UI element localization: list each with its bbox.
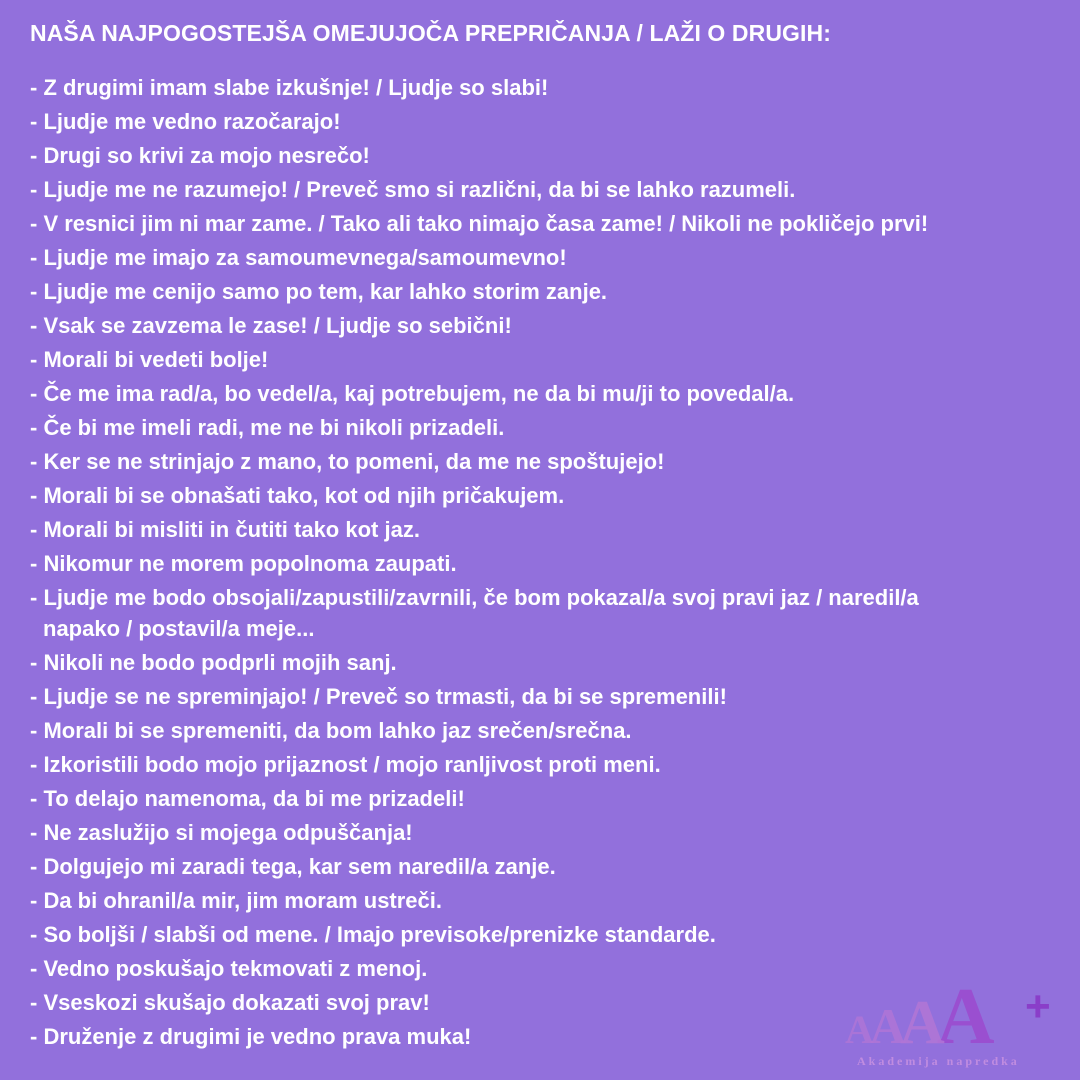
list-item [30, 207, 1060, 241]
list-item [30, 782, 1060, 816]
logo-letter: A [936, 973, 995, 1061]
list-item [30, 680, 1060, 714]
list-item [30, 377, 1060, 411]
list-item-text: - Ker se ne strinjajo z mano, to pomeni, da me ne spoštujejo! [30, 449, 665, 474]
logo-letter: A [845, 1007, 874, 1052]
list-item-text: - Ljudje me imajo za samoumevnega/samoumevno! [30, 245, 567, 270]
list-item [30, 173, 1060, 207]
list-item-text: - Da bi ohranil/a mir, jim moram ustreči. [30, 888, 443, 913]
list-item [30, 71, 1060, 105]
logo [845, 973, 1060, 1075]
list-item [30, 105, 1060, 139]
list-item [30, 275, 1060, 309]
list-item [30, 850, 1060, 884]
list-item-text: - Nikoli ne bodo podprli mojih sanj. [30, 650, 397, 675]
list-item [30, 547, 1060, 581]
list-item-text: - Ljudje me bodo obsojali/zapustili/zavrnili, če bom pokazal/a svoj pravi jaz / naredil/a [30, 585, 919, 610]
logo-letter: A [869, 998, 906, 1054]
list-item [30, 581, 1060, 646]
list-item-continuation: napako / postavil/a meje... [43, 616, 315, 641]
list-item-text: - Vsak se zavzema le zase! / Ljudje so sebični! [30, 313, 512, 338]
logo-tagline: Akademija napredka [857, 1054, 1020, 1068]
list-item-text: - So boljši / slabši od mene. / Imajo previsoke/prenizke standarde. [30, 922, 716, 947]
list-item-text: - Morali bi misliti in čutiti tako kot jaz. [30, 517, 420, 542]
list-item-text: - Z drugimi imam slabe izkušnje! / Ljudje so slabi! [30, 75, 549, 100]
list-item-text: - Ljudje se ne spreminjajo! / Preveč so trmasti, da bi se spremenili! [30, 684, 727, 709]
list-item-text: - Če me ima rad/a, bo vedel/a, kaj potrebujem, ne da bi mu/ji to povedal/a. [30, 381, 795, 406]
list-item [30, 479, 1060, 513]
list-item [30, 513, 1060, 547]
list-item-text: - Morali bi se spremeniti, da bom lahko jaz srečen/srečna. [30, 718, 632, 743]
list-item-text: - Morali bi se obnašati tako, kot od njih pričakujem. [30, 483, 565, 508]
list-item-text: - Ljudje me ne razumejo! / Preveč smo si različni, da bi se lahko razumeli. [30, 177, 796, 202]
list-item [30, 646, 1060, 680]
list-item-text: - Ne zaslužijo si mojega odpuščanja! [30, 820, 413, 845]
list-item [30, 309, 1060, 343]
list-item-text: - Druženje z drugimi je vedno prava muka! [30, 1024, 472, 1049]
list-item [30, 411, 1060, 445]
list-item [30, 241, 1060, 275]
list-item-text: - Ljudje me cenijo samo po tem, kar lahko storim zanje. [30, 279, 608, 304]
list-item-text: - V resnici jim ni mar zame. / Tako ali tako nimajo časa zame! / Nikoli ne pokličejo prvi! [30, 211, 929, 236]
list-item-text: - Dolgujejo mi zaradi tega, kar sem naredil/a zanje. [30, 854, 556, 879]
list-item-text: - Če bi me imeli radi, me ne bi nikoli prizadeli. [30, 415, 505, 440]
page-title: NAŠA NAJPOGOSTEJŠA OMEJUJOČA PREPRIČANJA / LAŽI O DRUGIH: [30, 20, 831, 46]
list-item-text: - Ljudje me vedno razočarajo! [30, 109, 341, 134]
list-item [30, 445, 1060, 479]
list-item-text: - Izkoristili bodo mojo prijaznost / mojo ranljivost proti meni. [30, 752, 661, 777]
logo-letters [845, 973, 995, 1061]
list-item-text: - To delajo namenoma, da bi me prizadeli! [30, 786, 465, 811]
logo-letter: A [900, 989, 945, 1057]
list-item-text: - Vseskozi skušajo dokazati svoj prav! [30, 990, 430, 1015]
logo-plus: + [1025, 982, 1051, 1031]
list-item-text: - Drugi so krivi za mojo nesrečo! [30, 143, 370, 168]
list-item [30, 343, 1060, 377]
list-item [30, 918, 1060, 952]
list-item-text: - Nikomur ne morem popolnoma zaupati. [30, 551, 457, 576]
list-item-text: - Vedno poskušajo tekmovati z menoj. [30, 956, 428, 981]
list-item [30, 714, 1060, 748]
list-item [30, 816, 1060, 850]
list-item [30, 139, 1060, 173]
belief-list [30, 71, 1060, 1057]
list-item-text: - Morali bi vedeti bolje! [30, 347, 269, 372]
list-item [30, 748, 1060, 782]
list-item [30, 884, 1060, 918]
